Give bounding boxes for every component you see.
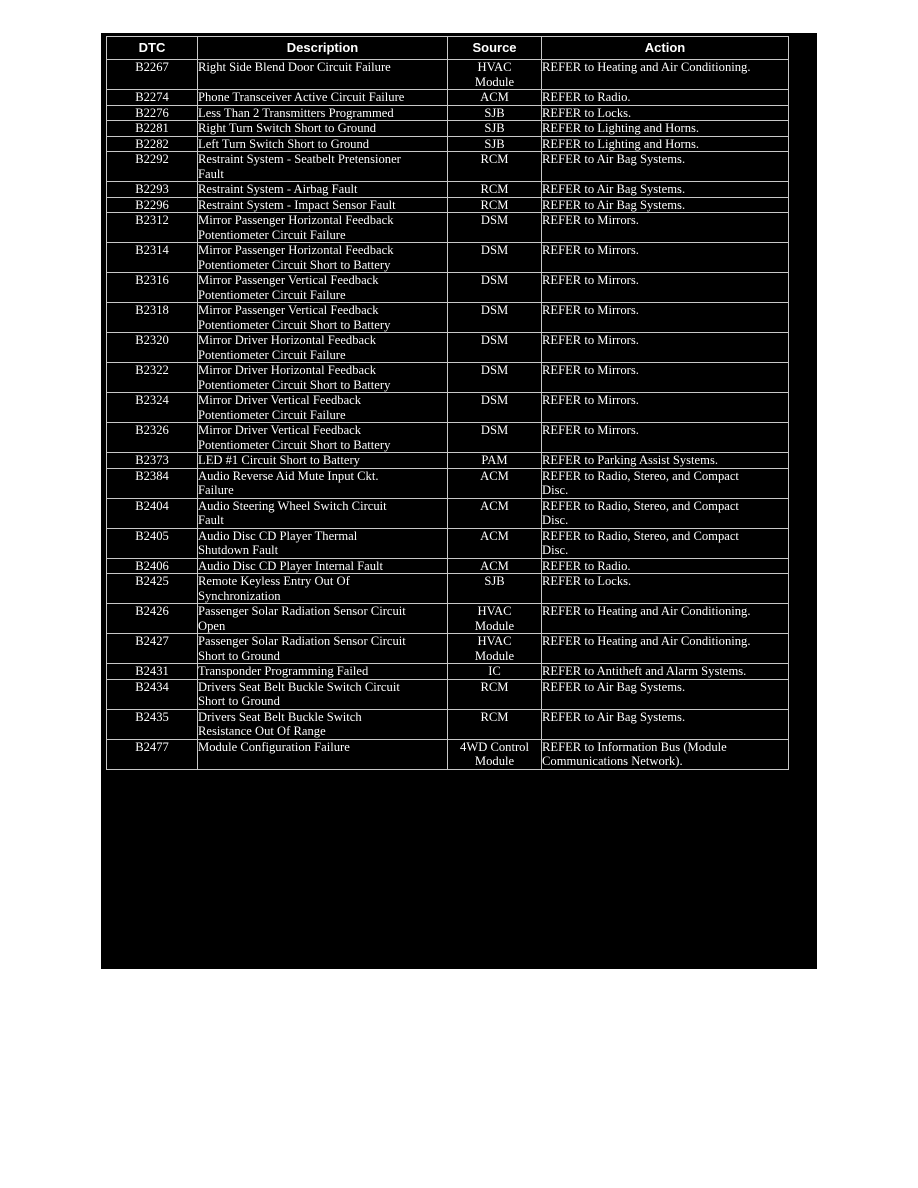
action-cell: REFER to Mirrors. (542, 423, 789, 453)
source-cell: DSM (448, 303, 542, 333)
description-cell: Restraint System - Impact Sensor Fault (198, 197, 448, 213)
source-cell: RCM (448, 709, 542, 739)
action-cell: REFER to Air Bag Systems. (542, 152, 789, 182)
table-row (107, 558, 789, 574)
action-cell: REFER to Radio, Stereo, and Compact Disc. (542, 498, 789, 528)
description-cell: Module Configuration Failure (198, 739, 448, 769)
table-row (107, 136, 789, 152)
action-cell: REFER to Parking Assist Systems. (542, 453, 789, 469)
table-row (107, 105, 789, 121)
description-cell: Restraint System - Seatbelt Pretensioner Fault (198, 152, 448, 182)
dtc-code: B2276 (107, 105, 198, 121)
action-cell: REFER to Mirrors. (542, 363, 789, 393)
table-row (107, 604, 789, 634)
table-row (107, 739, 789, 769)
table-row (107, 121, 789, 137)
source-cell: DSM (448, 393, 542, 423)
table-row (107, 468, 789, 498)
source-cell: ACM (448, 90, 542, 106)
source-cell: ACM (448, 558, 542, 574)
source-cell: SJB (448, 136, 542, 152)
source-cell: ACM (448, 528, 542, 558)
action-cell: REFER to Air Bag Systems. (542, 679, 789, 709)
description-cell: Mirror Driver Vertical Feedback Potentiometer Circuit Short to Battery (198, 423, 448, 453)
source-cell: DSM (448, 423, 542, 453)
description-cell: Drivers Seat Belt Buckle Switch Circuit Short to Ground (198, 679, 448, 709)
description-cell: Audio Disc CD Player Thermal Shutdown Fault (198, 528, 448, 558)
action-cell: REFER to Mirrors. (542, 303, 789, 333)
dtc-code: B2292 (107, 152, 198, 182)
table-row (107, 363, 789, 393)
dtc-code: B2316 (107, 273, 198, 303)
source-cell: IC (448, 664, 542, 680)
dtc-code: B2435 (107, 709, 198, 739)
description-cell: Passenger Solar Radiation Sensor Circuit Open (198, 604, 448, 634)
description-cell: Right Side Blend Door Circuit Failure (198, 60, 448, 90)
table-row (107, 213, 789, 243)
table-row (107, 333, 789, 363)
source-cell: 4WD Control Module (448, 739, 542, 769)
description-cell: Mirror Driver Horizontal Feedback Potentiometer Circuit Short to Battery (198, 363, 448, 393)
action-cell: REFER to Mirrors. (542, 213, 789, 243)
table-row (107, 634, 789, 664)
header-description: Description (198, 37, 448, 60)
table-row (107, 498, 789, 528)
table-row (107, 60, 789, 90)
dtc-code: B2373 (107, 453, 198, 469)
dtc-code: B2426 (107, 604, 198, 634)
dtc-code: B2293 (107, 182, 198, 198)
source-cell: DSM (448, 333, 542, 363)
table-row (107, 423, 789, 453)
source-cell: SJB (448, 121, 542, 137)
table-row (107, 182, 789, 198)
source-cell: SJB (448, 574, 542, 604)
action-cell: REFER to Mirrors. (542, 333, 789, 363)
table-row (107, 273, 789, 303)
description-cell: Mirror Passenger Horizontal Feedback Potentiometer Circuit Short to Battery (198, 243, 448, 273)
description-cell: Mirror Driver Horizontal Feedback Potentiometer Circuit Failure (198, 333, 448, 363)
dtc-code: B2318 (107, 303, 198, 333)
table-row (107, 393, 789, 423)
dtc-code: B2477 (107, 739, 198, 769)
description-cell: Audio Steering Wheel Switch Circuit Fault (198, 498, 448, 528)
dtc-code: B2322 (107, 363, 198, 393)
action-cell: REFER to Air Bag Systems. (542, 709, 789, 739)
table-header (107, 37, 789, 60)
table-row (107, 574, 789, 604)
dtc-code: B2274 (107, 90, 198, 106)
action-cell: REFER to Heating and Air Conditioning. (542, 60, 789, 90)
description-cell: Audio Disc CD Player Internal Fault (198, 558, 448, 574)
action-cell: REFER to Radio, Stereo, and Compact Disc. (542, 528, 789, 558)
description-cell: Right Turn Switch Short to Ground (198, 121, 448, 137)
action-cell: REFER to Heating and Air Conditioning. (542, 604, 789, 634)
source-cell: HVAC Module (448, 60, 542, 90)
dtc-code: B2427 (107, 634, 198, 664)
source-cell: HVAC Module (448, 604, 542, 634)
source-cell: RCM (448, 152, 542, 182)
description-cell: Passenger Solar Radiation Sensor Circuit Short to Ground (198, 634, 448, 664)
action-cell: REFER to Antitheft and Alarm Systems. (542, 664, 789, 680)
description-cell: Phone Transceiver Active Circuit Failure (198, 90, 448, 106)
dtc-code: B2267 (107, 60, 198, 90)
header-action: Action (542, 37, 789, 60)
dtc-code: B2431 (107, 664, 198, 680)
description-cell: Remote Keyless Entry Out Of Synchronization (198, 574, 448, 604)
source-cell: SJB (448, 105, 542, 121)
dtc-code: B2324 (107, 393, 198, 423)
dtc-code: B2326 (107, 423, 198, 453)
description-cell: Mirror Passenger Vertical Feedback Potentiometer Circuit Failure (198, 273, 448, 303)
source-cell: ACM (448, 468, 542, 498)
description-cell: Mirror Passenger Horizontal Feedback Potentiometer Circuit Failure (198, 213, 448, 243)
description-cell: Restraint System - Airbag Fault (198, 182, 448, 198)
table-row (107, 90, 789, 106)
description-cell: Audio Reverse Aid Mute Input Ckt. Failure (198, 468, 448, 498)
action-cell: REFER to Mirrors. (542, 273, 789, 303)
source-cell: DSM (448, 273, 542, 303)
source-cell: DSM (448, 213, 542, 243)
description-cell: Left Turn Switch Short to Ground (198, 136, 448, 152)
action-cell: REFER to Radio. (542, 558, 789, 574)
action-cell: REFER to Air Bag Systems. (542, 182, 789, 198)
source-cell: RCM (448, 182, 542, 198)
dtc-code: B2312 (107, 213, 198, 243)
table-row (107, 664, 789, 680)
header-source: Source (448, 37, 542, 60)
table-body (107, 60, 789, 770)
description-cell: LED #1 Circuit Short to Battery (198, 453, 448, 469)
action-cell: REFER to Lighting and Horns. (542, 121, 789, 137)
dtc-code: B2314 (107, 243, 198, 273)
dtc-code: B2320 (107, 333, 198, 363)
description-cell: Transponder Programming Failed (198, 664, 448, 680)
action-cell: REFER to Locks. (542, 105, 789, 121)
dtc-code: B2384 (107, 468, 198, 498)
source-cell: PAM (448, 453, 542, 469)
action-cell: REFER to Mirrors. (542, 243, 789, 273)
action-cell: REFER to Radio. (542, 90, 789, 106)
action-cell: REFER to Heating and Air Conditioning. (542, 634, 789, 664)
source-cell: HVAC Module (448, 634, 542, 664)
source-cell: ACM (448, 498, 542, 528)
action-cell: REFER to Lighting and Horns. (542, 136, 789, 152)
description-cell: Less Than 2 Transmitters Programmed (198, 105, 448, 121)
table-row (107, 528, 789, 558)
table-row (107, 303, 789, 333)
dtc-code: B2281 (107, 121, 198, 137)
header-dtc: DTC (107, 37, 198, 60)
dtc-code: B2425 (107, 574, 198, 604)
table-row (107, 197, 789, 213)
action-cell: REFER to Information Bus (Module Communications Network). (542, 739, 789, 769)
table-row (107, 243, 789, 273)
description-cell: Mirror Passenger Vertical Feedback Potentiometer Circuit Short to Battery (198, 303, 448, 333)
dtc-code: B2296 (107, 197, 198, 213)
dtc-code: B2434 (107, 679, 198, 709)
action-cell: REFER to Locks. (542, 574, 789, 604)
action-cell: REFER to Mirrors. (542, 393, 789, 423)
description-cell: Drivers Seat Belt Buckle Switch Resistance Out Of Range (198, 709, 448, 739)
source-cell: DSM (448, 363, 542, 393)
dtc-code: B2406 (107, 558, 198, 574)
dtc-code: B2405 (107, 528, 198, 558)
table-row (107, 679, 789, 709)
header-row (107, 37, 789, 60)
action-cell: REFER to Air Bag Systems. (542, 197, 789, 213)
table-row (107, 453, 789, 469)
dtc-table (106, 36, 789, 770)
source-cell: DSM (448, 243, 542, 273)
table-row (107, 709, 789, 739)
source-cell: RCM (448, 679, 542, 709)
description-cell: Mirror Driver Vertical Feedback Potentiometer Circuit Failure (198, 393, 448, 423)
source-cell: RCM (448, 197, 542, 213)
dtc-code: B2404 (107, 498, 198, 528)
action-cell: REFER to Radio, Stereo, and Compact Disc. (542, 468, 789, 498)
dtc-code: B2282 (107, 136, 198, 152)
table-row (107, 152, 789, 182)
document-panel (101, 33, 817, 969)
